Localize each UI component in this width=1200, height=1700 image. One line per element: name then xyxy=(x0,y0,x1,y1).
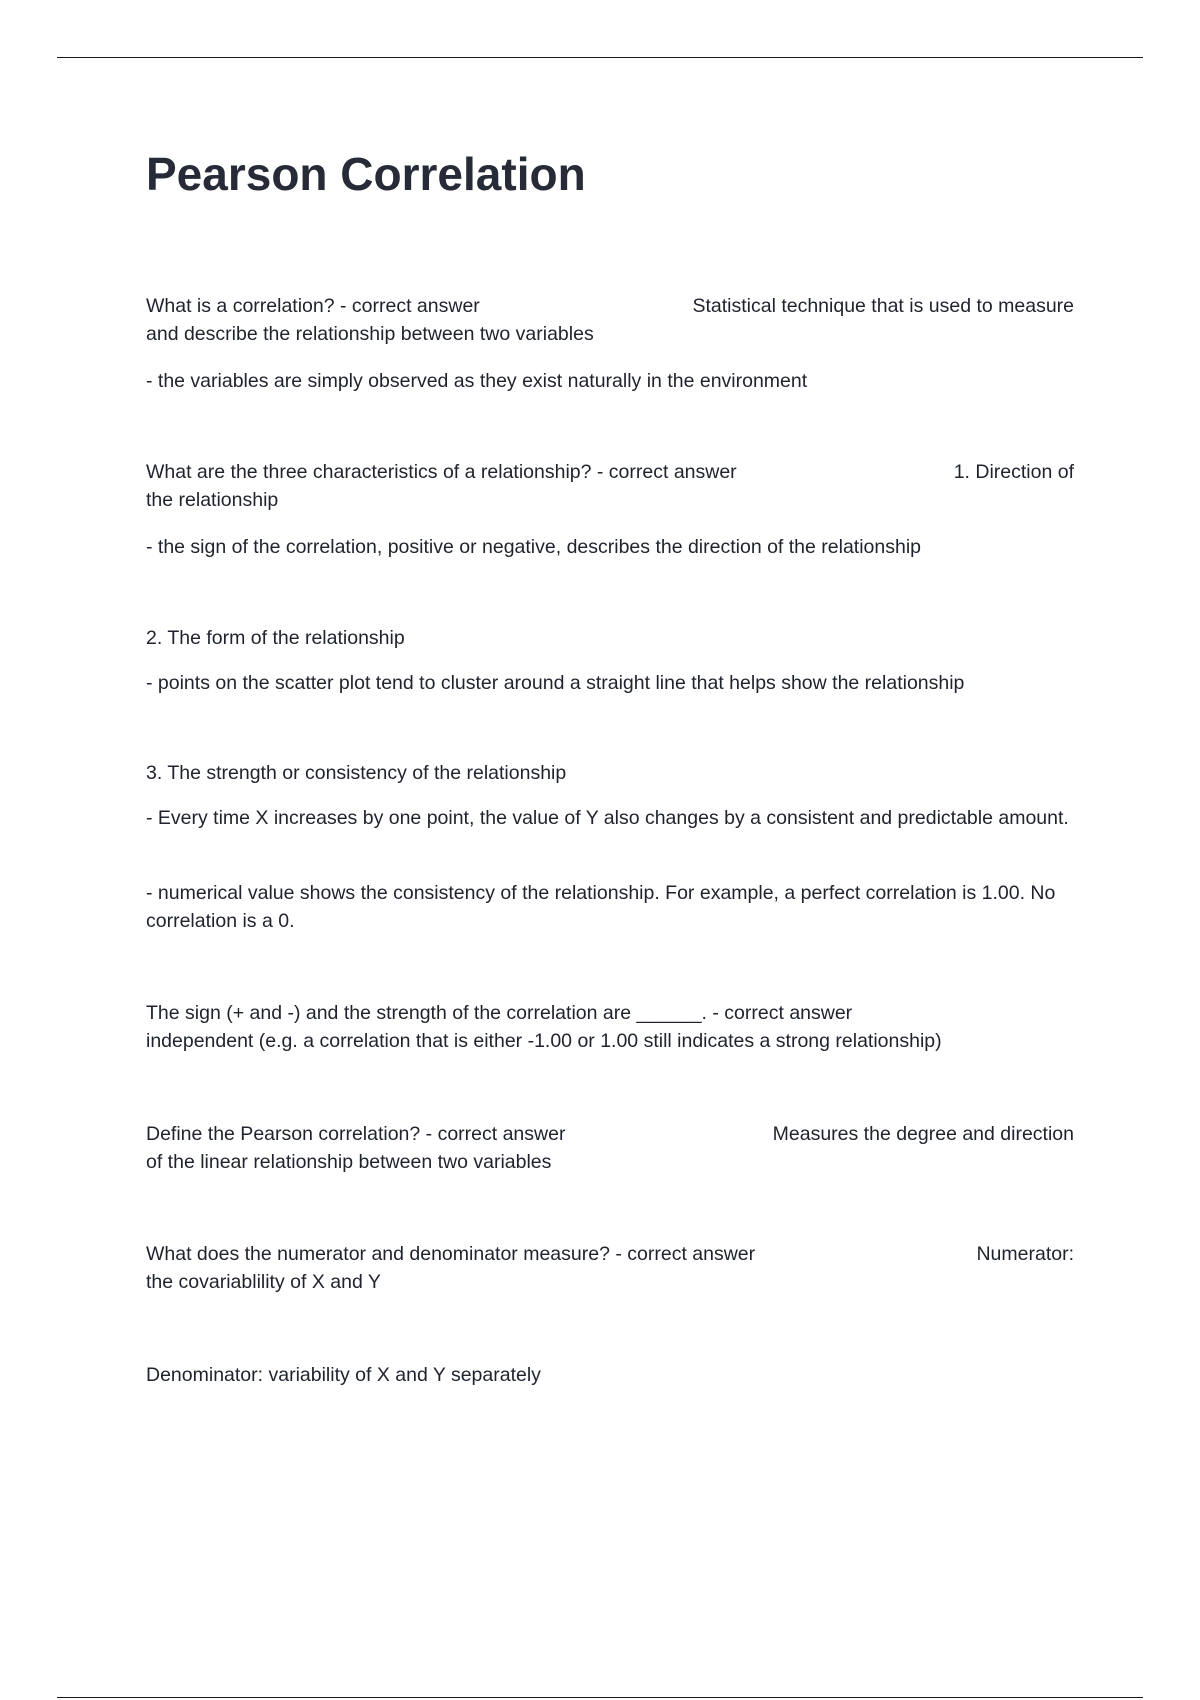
answer-text-start: 1. Direction of xyxy=(953,461,1074,483)
note-observed-variables: - the variables are simply observed as they exist naturally in the environment xyxy=(146,370,808,392)
answer-text: independent (e.g. a correlation that is either -1.00 or 1.00 still indicates a strong relationship) xyxy=(146,1030,942,1052)
characteristic-strength: 3. The strength or consistency of the relationship xyxy=(146,762,567,784)
top-rule xyxy=(57,57,1143,58)
note-direction-sign: - the sign of the correlation, positive or negative, describes the direction of the relationship xyxy=(146,536,922,558)
qa-sign-and-strength xyxy=(146,999,1074,1055)
note-numerical-value: - numerical value shows the consistency of the relationship. For example, a perfect correlation is 1.00. No correlation is a 0. xyxy=(146,882,1056,932)
page-title: Pearson Correlation xyxy=(146,148,586,200)
answer-text-start: Measures the degree and direction xyxy=(772,1123,1074,1145)
note-consistent-change: - Every time X increases by one point, the value of Y also changes by a consistent and predictable amount. xyxy=(146,807,1069,829)
qa-pearson-definition xyxy=(146,1120,1074,1176)
qa-correlation-definition xyxy=(146,292,1074,348)
question-text: What does the numerator and denominator measure? - correct answer xyxy=(146,1243,756,1265)
note-denominator: Denominator: variability of X and Y separately xyxy=(146,1364,541,1386)
qa-three-characteristics xyxy=(146,458,1074,514)
answer-text-continued: the covariablility of X and Y xyxy=(146,1271,381,1293)
bottom-rule xyxy=(57,1697,1143,1698)
answer-text-continued: of the linear relationship between two variables xyxy=(146,1151,552,1173)
qa-numerator-denominator xyxy=(146,1240,1074,1296)
question-text: Define the Pearson correlation? - correct answer xyxy=(146,1123,566,1145)
question-text: The sign (+ and -) and the strength of the correlation are ______. - correct answer xyxy=(146,1002,853,1024)
answer-text-start: Numerator: xyxy=(976,1243,1074,1265)
question-text: What is a correlation? - correct answer xyxy=(146,295,480,317)
answer-text-start: Statistical technique that is used to measure xyxy=(692,295,1074,317)
note-scatter-plot: - points on the scatter plot tend to cluster around a straight line that helps show the relationship xyxy=(146,672,965,694)
answer-text-continued: the relationship xyxy=(146,489,279,511)
question-text: What are the three characteristics of a relationship? - correct answer xyxy=(146,461,737,483)
characteristic-form: 2. The form of the relationship xyxy=(146,627,405,649)
answer-text-continued: and describe the relationship between two variables xyxy=(146,323,594,345)
